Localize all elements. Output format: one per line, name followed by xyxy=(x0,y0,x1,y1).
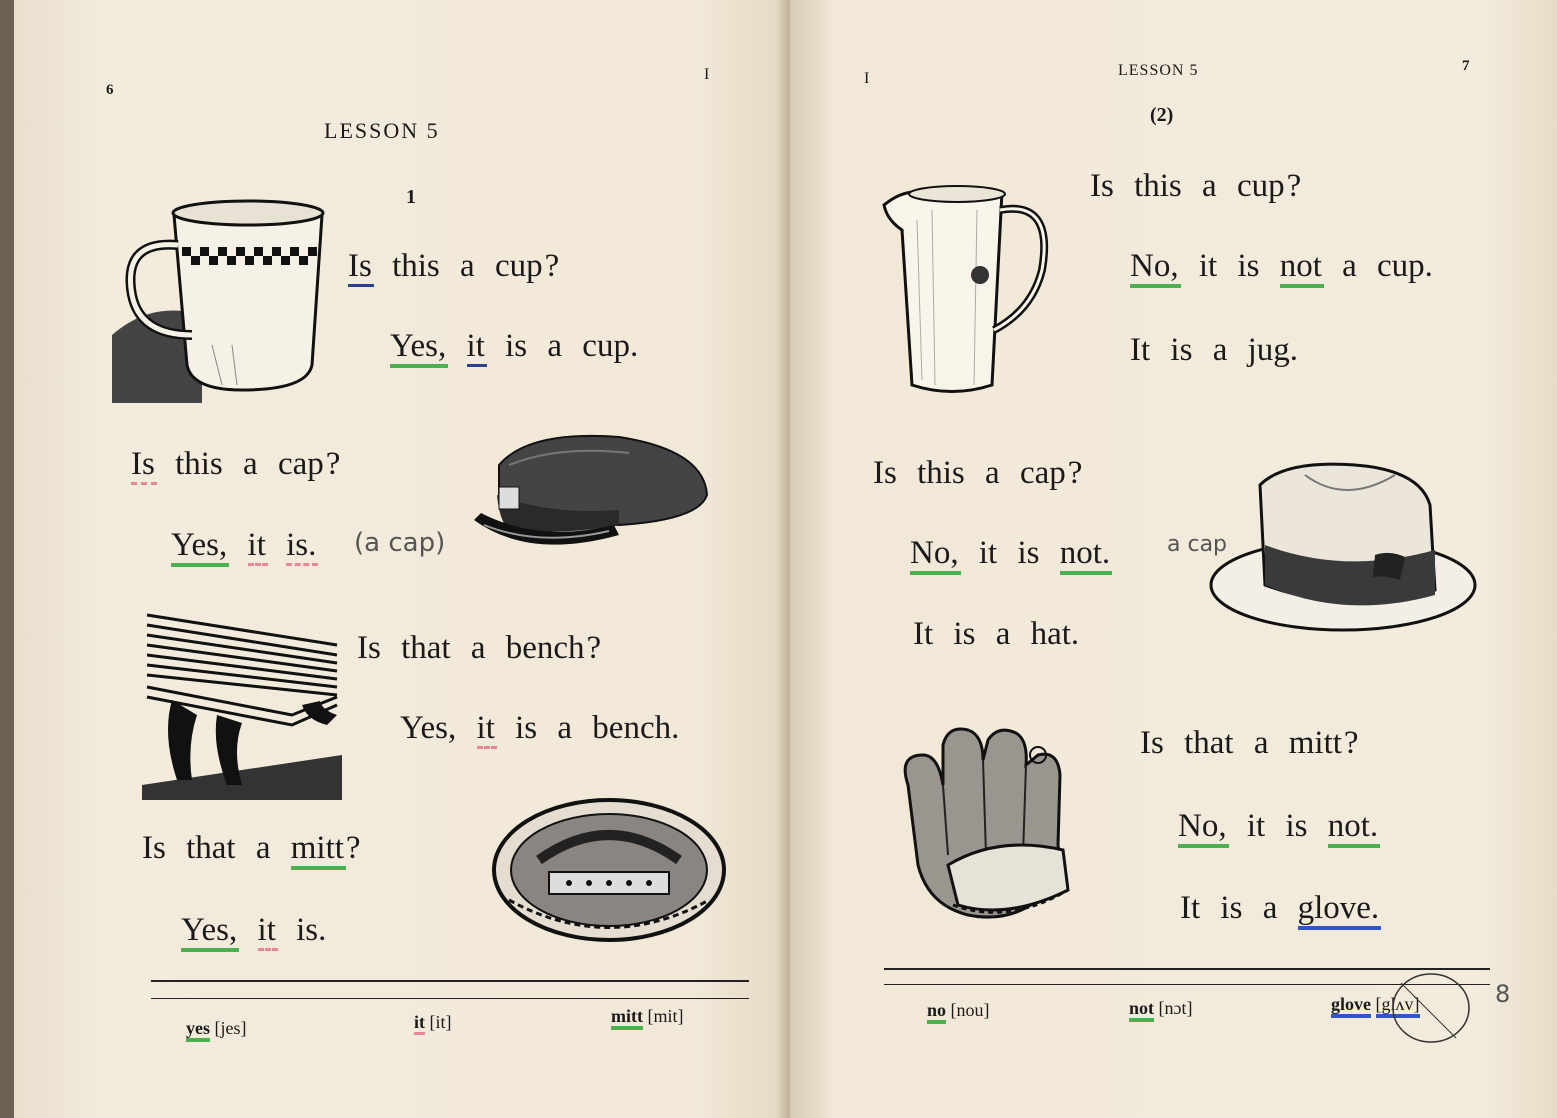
line-q2 xyxy=(873,455,1082,492)
punct: ? xyxy=(325,446,341,482)
vocab-entry xyxy=(1129,998,1193,1019)
word: cup. xyxy=(1377,248,1433,284)
line-q3 xyxy=(1140,725,1359,762)
word: a xyxy=(1253,725,1269,761)
line-q2 xyxy=(131,446,340,483)
word: Is xyxy=(1140,725,1164,761)
word: cap xyxy=(277,446,324,482)
word: is xyxy=(1285,808,1308,844)
word: Is xyxy=(873,455,897,491)
word: Yes, xyxy=(171,527,229,567)
handwritten-note: a cap xyxy=(1167,532,1228,557)
line-a2 xyxy=(171,527,318,564)
stamp-circle xyxy=(1386,968,1476,1048)
vocab-phonetic: [glʌv] xyxy=(1376,994,1420,1018)
word: a xyxy=(1212,332,1228,368)
vocab-word: it xyxy=(414,1012,425,1035)
word: a xyxy=(547,328,563,364)
word: cap xyxy=(1019,455,1066,491)
word: a xyxy=(1202,168,1217,204)
word: Yes, xyxy=(390,328,448,368)
bench-picture xyxy=(142,605,347,800)
word: is xyxy=(515,710,538,746)
glove-picture xyxy=(888,725,1103,925)
word: No, xyxy=(910,535,961,575)
word: mitt xyxy=(1288,725,1342,761)
word: is. xyxy=(296,912,327,948)
vocab-entry xyxy=(611,1006,683,1027)
cap-illustration xyxy=(469,425,714,560)
punct: ? xyxy=(345,830,361,866)
word: a xyxy=(1262,890,1278,926)
word: It xyxy=(1130,332,1151,368)
lesson-heading: LESSON 5 xyxy=(324,118,440,143)
line-a1 xyxy=(390,328,640,365)
word: Is xyxy=(142,830,166,866)
vocab-phonetic: [it] xyxy=(429,1012,452,1032)
word: is xyxy=(953,616,976,652)
word: not. xyxy=(1060,535,1112,575)
mitt-picture xyxy=(489,790,734,950)
word: it xyxy=(467,328,487,367)
hat-picture xyxy=(1205,455,1480,640)
punct: ? xyxy=(586,630,602,666)
word: cup xyxy=(1236,168,1285,204)
footer-rule xyxy=(151,998,749,999)
line-q1 xyxy=(348,248,559,285)
vocab-phonetic: [jes] xyxy=(214,1018,247,1038)
corner-mark: I xyxy=(864,70,870,87)
handwritten-note: (a cap) xyxy=(354,528,446,558)
vocab-entry xyxy=(186,1018,246,1039)
word: this xyxy=(392,248,440,284)
word: is xyxy=(1220,890,1243,926)
page-number: 7 xyxy=(1462,58,1470,74)
word: Is xyxy=(1090,168,1114,204)
word: that xyxy=(186,830,236,866)
word: a xyxy=(470,630,486,666)
line-q3 xyxy=(357,630,601,667)
word: is xyxy=(505,328,528,364)
corner-mark: I xyxy=(704,66,710,83)
word: not xyxy=(1280,248,1324,288)
word: Yes, xyxy=(181,912,239,952)
word: a xyxy=(460,248,475,284)
word: is xyxy=(1017,535,1040,571)
word: jug. xyxy=(1247,332,1299,368)
page-number: 6 xyxy=(106,82,114,98)
word: not. xyxy=(1328,808,1380,848)
vocab-word: yes xyxy=(186,1018,210,1042)
line-a3 xyxy=(400,710,681,747)
vocab-phonetic: [nɔt] xyxy=(1158,998,1193,1018)
word: It xyxy=(1180,890,1201,926)
word: bench xyxy=(505,630,585,666)
jug-picture xyxy=(882,180,1057,400)
word: a xyxy=(985,455,1000,491)
right-page xyxy=(790,0,1557,1118)
lesson-heading: LESSON 5 xyxy=(1118,62,1199,79)
word: this xyxy=(1134,168,1182,204)
line-a1 xyxy=(1130,248,1435,285)
word: mitt xyxy=(291,830,346,870)
line-q1 xyxy=(1090,168,1301,205)
word: Yes, xyxy=(400,710,457,746)
glove-illustration xyxy=(888,725,1103,925)
word: hat. xyxy=(1030,616,1080,652)
mitt-illustration xyxy=(489,790,734,950)
margin-note: 8 xyxy=(1495,980,1511,1008)
line-a4 xyxy=(181,912,328,949)
word: it xyxy=(1198,248,1218,284)
word: a xyxy=(255,830,271,866)
word: is. xyxy=(286,527,318,566)
word: a xyxy=(1342,248,1357,284)
word: it xyxy=(248,527,268,566)
word: that xyxy=(1184,725,1234,761)
word: that xyxy=(401,630,451,666)
word: bench. xyxy=(592,710,680,746)
word: a xyxy=(995,616,1011,652)
word: a xyxy=(557,710,573,746)
jug-illustration xyxy=(882,180,1057,400)
line-s1 xyxy=(1130,332,1300,369)
word: No, xyxy=(1178,808,1229,848)
section-number: (2) xyxy=(1150,104,1174,126)
line-a2 xyxy=(910,535,1112,572)
word: it xyxy=(1246,808,1266,844)
line-a3 xyxy=(1178,808,1380,845)
word: it xyxy=(978,535,998,571)
punct: ? xyxy=(544,248,560,284)
punct: ? xyxy=(1343,725,1359,761)
vocab-word: glove xyxy=(1331,994,1371,1018)
word: No, xyxy=(1130,248,1181,288)
punct: ? xyxy=(1286,168,1302,204)
footer-rule-top xyxy=(151,980,749,982)
line-q4 xyxy=(142,830,361,867)
vocab-word: mitt xyxy=(611,1006,643,1030)
punct: ? xyxy=(1067,455,1083,491)
vocab-word: not xyxy=(1129,998,1154,1022)
vocab-phonetic: [mit] xyxy=(647,1006,684,1026)
word: glove. xyxy=(1298,890,1382,930)
word: Is xyxy=(357,630,381,666)
word: Is xyxy=(348,248,374,287)
cup-illustration xyxy=(112,195,337,405)
word: is xyxy=(1237,248,1260,284)
word: it xyxy=(477,710,497,749)
word: cup xyxy=(494,248,543,284)
section-number: 1 xyxy=(406,186,416,208)
vocab-phonetic: [nou] xyxy=(950,1000,990,1020)
vocab-entry xyxy=(927,1000,990,1021)
word: It xyxy=(913,616,934,652)
word: it xyxy=(258,912,278,951)
line-s2 xyxy=(913,616,1081,653)
cap-picture xyxy=(469,425,714,560)
word: is xyxy=(1170,332,1193,368)
word: this xyxy=(917,455,965,491)
cup-picture xyxy=(112,195,337,405)
bench-illustration xyxy=(142,605,347,800)
word: Is xyxy=(131,446,157,485)
vocab-word: no xyxy=(927,1000,946,1024)
line-s3 xyxy=(1180,890,1381,927)
hat-illustration xyxy=(1205,455,1480,640)
word: a xyxy=(243,446,258,482)
word: cup. xyxy=(582,328,639,364)
vocab-entry xyxy=(414,1012,452,1033)
word: this xyxy=(175,446,223,482)
